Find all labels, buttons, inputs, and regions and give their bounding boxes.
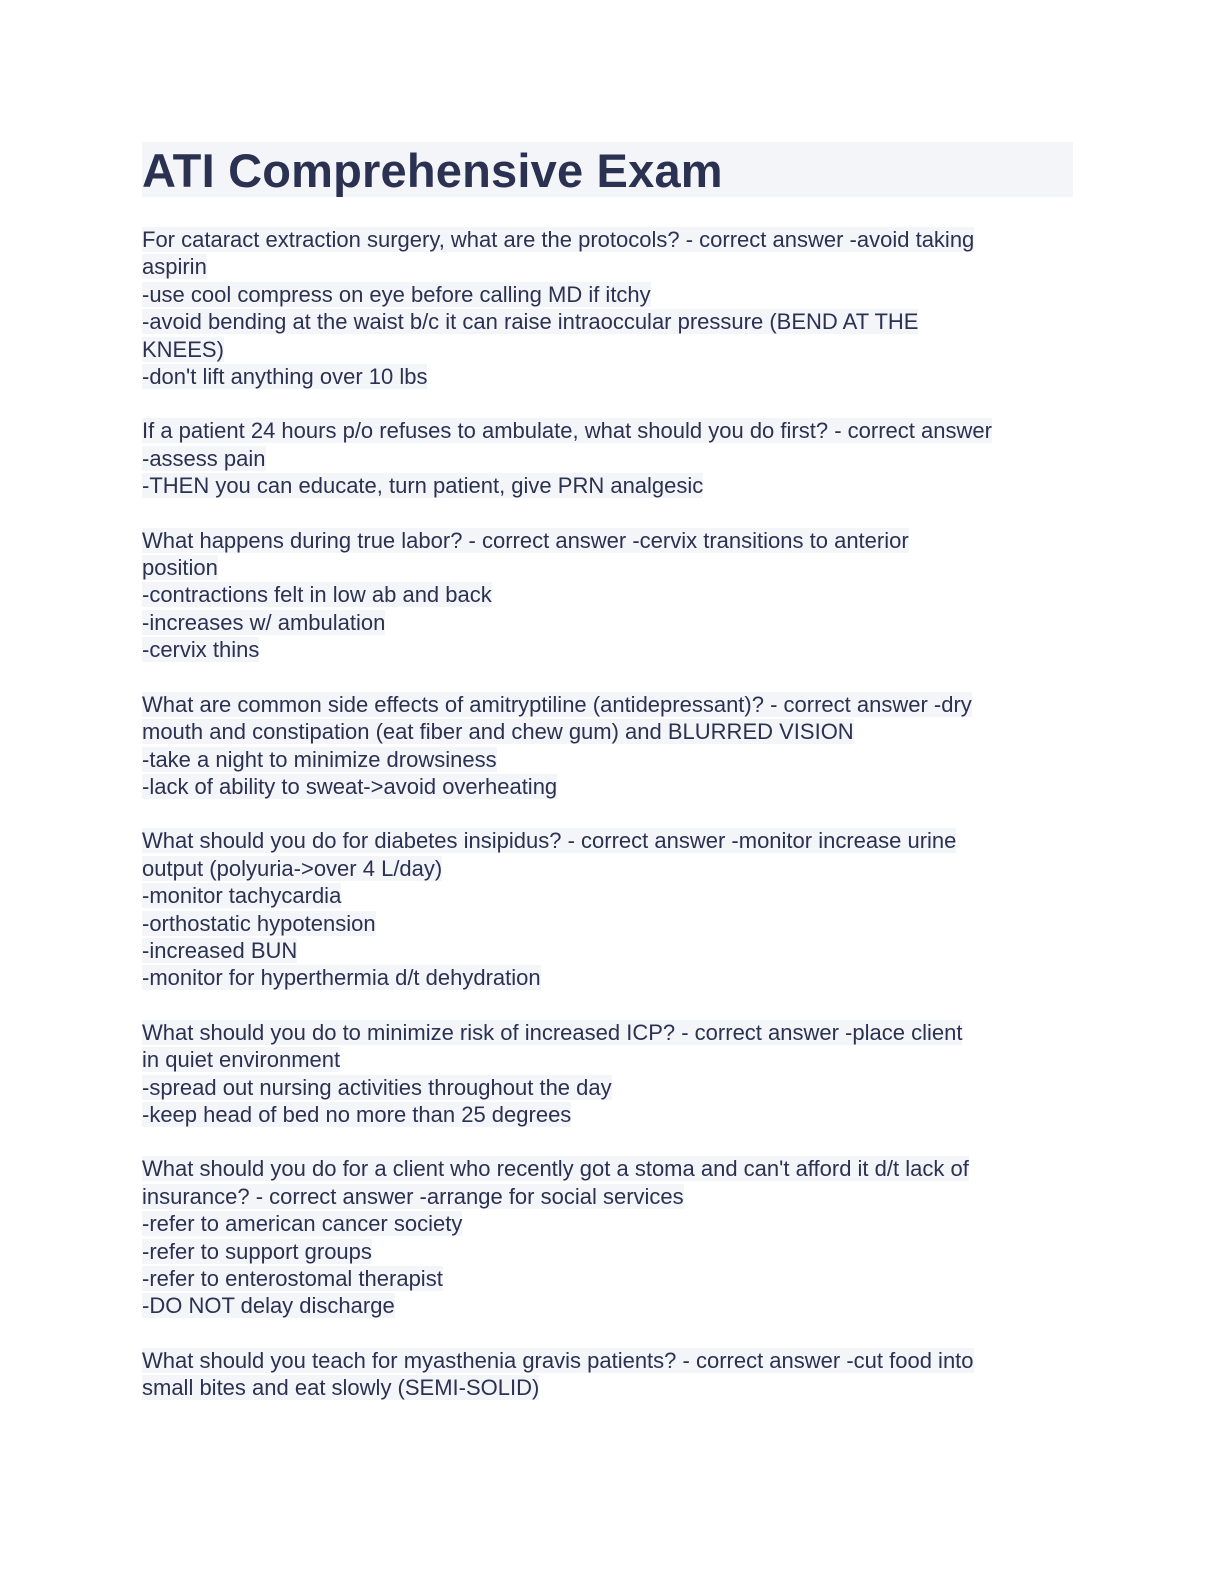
entry-line: -monitor for hyperthermia d/t dehydration [142,965,541,991]
qa-entry [142,1019,1082,1129]
entry-line: insurance? - correct answer -arrange for social services [142,1183,684,1209]
qa-entry [142,417,1082,499]
entry-line: -contractions felt in low ab and back [142,582,492,608]
entry-line: What happens during true labor? - correct answer -cervix transitions to anterior [142,527,909,553]
entry-line: -DO NOT delay discharge [142,1293,395,1319]
entry-line: For cataract extraction surgery, what are the protocols? - correct answer -avoid taking [142,227,975,252]
entry-line: -don't lift anything over 10 lbs [142,364,428,390]
document-page [142,142,1074,1401]
qa-entry [142,1347,1082,1402]
qa-entry [142,827,1082,991]
qa-list [142,226,1082,1429]
entry-line: KNEES) [142,336,224,362]
entry-line: What should you do for a client who recently got a stoma and can't afford it d/t lack of [142,1156,969,1182]
qa-entry [142,691,1082,801]
entry-line: -spread out nursing activities throughout the day [142,1074,612,1100]
entry-line: What should you do to minimize risk of increased ICP? - correct answer -place client [142,1019,963,1045]
entry-line: -refer to support groups [142,1238,372,1264]
entry-line: -cervix thins [142,637,260,663]
entry-line: aspirin [142,254,207,280]
entry-line: -keep head of bed no more than 25 degrees [142,1101,572,1127]
qa-entry [142,527,1082,664]
entry-line: -avoid bending at the waist b/c it can raise intraoccular pressure (BEND AT THE [142,309,919,335]
entry-line: What are common side effects of amitryptiline (antidepressant)? - correct answer -dry [142,691,972,717]
entry-line: -use cool compress on eye before calling MD if itchy [142,281,651,307]
entry-line: -monitor tachycardia [142,883,342,909]
entry-line: position [142,555,218,581]
entry-line: -THEN you can educate, turn patient, give PRN analgesic [142,473,704,499]
entry-line: What should you do for diabetes insipidus? - correct answer -monitor increase urine [142,828,957,854]
title-band [142,142,1073,197]
page-title: ATI Comprehensive Exam [142,144,723,197]
entry-line: -take a night to minimize drowsiness [142,746,497,772]
entry-line: -lack of ability to sweat->avoid overheating [142,773,558,799]
entry-line: -orthostatic hypotension [142,910,376,936]
entry-line: -refer to enterostomal therapist [142,1266,443,1291]
entry-line: small bites and eat slowly (SEMI-SOLID) [142,1375,540,1401]
entry-line: -increases w/ ambulation [142,609,386,635]
entry-line: -refer to american cancer society [142,1211,463,1237]
entry-line: If a patient 24 hours p/o refuses to ambulate, what should you do first? - correct answer [142,418,992,444]
qa-entry [142,226,1082,390]
entry-line: What should you teach for myasthenia gravis patients? - correct answer -cut food into [142,1347,974,1373]
entry-line: output (polyuria->over 4 L/day) [142,855,443,881]
entry-line: in quiet environment [142,1047,341,1073]
entry-line: mouth and constipation (eat fiber and chew gum) and BLURRED VISION [142,719,854,745]
qa-entry [142,1155,1082,1319]
entry-line: -assess pain [142,445,266,471]
entry-line: -increased BUN [142,937,298,963]
